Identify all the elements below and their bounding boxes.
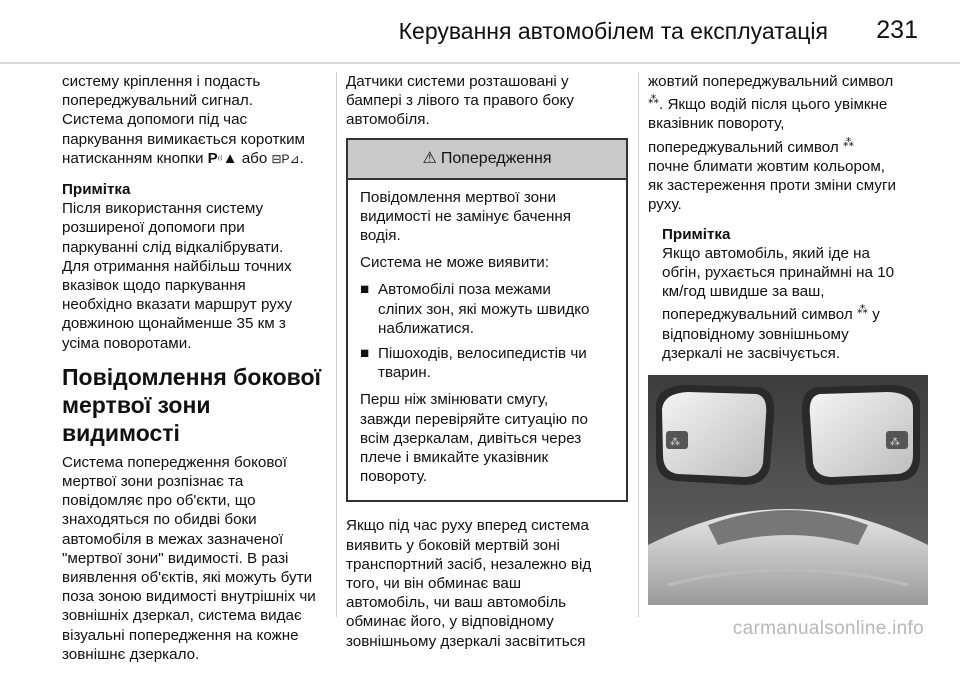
- parking-sensor-icon: ⊟P⊿: [271, 151, 300, 166]
- svg-text:⁂: ⁂: [890, 437, 900, 449]
- page-number: 231: [876, 16, 918, 44]
- mirror-illustration: [648, 375, 928, 605]
- column-divider-1: [336, 72, 337, 617]
- warning-header: [348, 140, 626, 180]
- paragraph-symbol: жовтий попереджувальний символ ⁂. Якщо водій після цього увімкне вказівник повороту, попереджувальний символ ⁂ почне блимати жовтим кольором, як застереження проти зміни смуги руху.: [648, 73, 897, 214]
- bullet-square-icon: ■: [360, 345, 370, 363]
- note-body: Після використання систему розширеної допомоги при паркуванні слід відкалібрувати. Для отримання найбільш точних вказівок щодо паркування необхідно вказати маршрут руху довжиною щонайменше 35 км з усіма поворотами.: [62, 200, 293, 352]
- page-header: [0, 0, 960, 62]
- paragraph-detection: Якщо під час руху вперед система виявить у боковій мертвій зоні транспортний засіб, незалежно від того, чи він обминає ваш автомобіль, чи ваш автомобіль обминає його, у відповідному зовнішньому дзеркалі засвітиться: [346, 517, 592, 650]
- blind-spot-warning-icon: ⁂: [843, 136, 854, 149]
- car-mirrors-image: [648, 375, 928, 605]
- warning-title: Попередження: [440, 150, 552, 167]
- paragraph-parking-system: систему кріплення і подасть попереджувальний сигнал. Система допомоги під час паркування вимикається коротким натисканням кнопки P⁽⁽▲ або ⊟P⊿.: [62, 73, 305, 167]
- paragraph-blind-spot-intro: Система попередження бокової мертвої зони розпізнає та повідомляє про об'єкти, що знаходяться по обидві боки автомобіля в межах зазначеної "мертвої зони" видимості. В разі виявлення об'єктів, які можуть бути поза зоною видимості внутрішніх чи зовнішніх дзеркал, система видає візуальні попередження на кожне зовнішнє дзеркало.: [62, 453, 316, 663]
- note-block: Примітка Якщо автомобіль, який іде на обгін, рухається принаймні на 10 км/год швидше за ваш, попереджувальний символ ⁂ у відповідному зовнішньому дзеркалі не засвічується.: [648, 225, 930, 363]
- list-item: ■ Пішоходів, велосипедистів чи тварин.: [360, 345, 587, 382]
- list-item: ■ Автомобілі поза межами сліпих зон, які можуть швидко наближатися.: [360, 281, 590, 337]
- warning-body: Повідомлення мертвої зони видимості не замінує бачення водія. Система не може виявити: ■ Автомобілі поза межами сліпих зон, які можуть швидко наближатися. ■ Пішоходів, велосипедистів чи тварин. Перш ніж змінювати смугу, завжди перевіряйте ситуацію по всім дзеркалам, дивіться через плече і вмикайте указівник повороту.: [348, 180, 626, 501]
- watermark: carmanualsonline.info: [732, 618, 924, 639]
- column-3: [648, 72, 930, 605]
- page-title: Керування автомобілем та експлуатація: [398, 18, 828, 44]
- note-title: Примітка: [62, 181, 131, 199]
- blind-spot-warning-icon: ⁂: [857, 304, 868, 317]
- warning-triangle-icon: ⚠: [422, 150, 437, 167]
- header-divider: [0, 62, 960, 64]
- bullet-square-icon: ■: [360, 281, 370, 299]
- svg-text:⁂: ⁂: [670, 437, 680, 449]
- column-divider-2: [638, 72, 639, 617]
- column-2: [346, 72, 628, 661]
- warning-box: [346, 138, 628, 503]
- section-heading-blind-spot: Повідомлення бокової мертвої зони видимості: [62, 363, 322, 446]
- note-title: Примітка: [662, 225, 731, 243]
- parking-assist-icon: P⁽⁽▲: [207, 149, 238, 167]
- blind-spot-warning-icon: ⁂: [648, 94, 659, 107]
- column-1: [62, 72, 328, 674]
- paragraph-sensors: Датчики системи розташовані у бампері з лівого та правого боку автомобіля.: [346, 73, 574, 129]
